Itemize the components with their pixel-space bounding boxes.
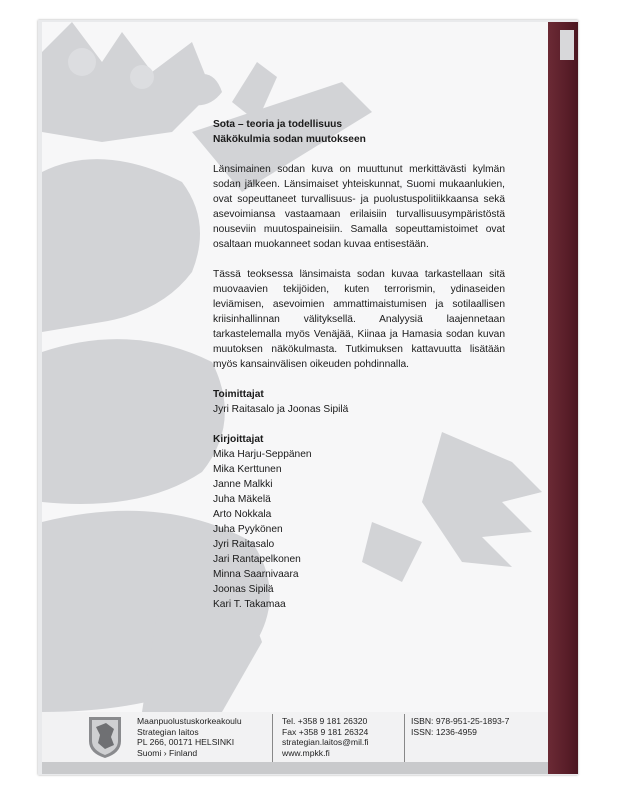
book-subtitle: Näkökulmia sodan muutokseen xyxy=(213,134,366,145)
university-seal-icon xyxy=(86,715,124,759)
blurb-paragraph-2: Tässä teoksessa länsimaista sodan kuvaa tarkastellaan sitä muovaavien tekijöiden, kuten terrorismin, ydinaseiden leviämisen, asevoimien ammattimaistumisen ja sotilaallisen kriisinhallinnan välityksellä. Analyysiä laajennetaan tarkastelemalla myös Venäjää, Kiinaa ja Hamasia sodan kuvan muutoksen näkökulmasta. Tutkimuksen kattavuutta lisätään myös kansainvälisen oikeuden pohdinnalla. xyxy=(213,269,505,370)
book-spine xyxy=(548,22,578,774)
website-url: www.mpkk.fi xyxy=(282,747,330,758)
footer-divider xyxy=(404,714,405,762)
author-name: Juha Mäkelä xyxy=(213,494,271,505)
org-country: Suomi › Finland xyxy=(137,747,198,758)
book-title: Sota – teoria ja todellisuus xyxy=(213,119,343,130)
publication-ids xyxy=(411,716,509,737)
org-department: Strategian laitos xyxy=(137,726,199,737)
author-name: Jyri Raitasalo xyxy=(213,539,275,550)
author-name: Minna Saarnivaara xyxy=(213,569,299,580)
editors-names: Jyri Raitasalo ja Joonas Sipilä xyxy=(213,404,349,415)
back-cover-text xyxy=(213,117,505,612)
author-name: Mika Harju-Seppänen xyxy=(213,449,312,460)
bottom-gray-strip xyxy=(42,762,548,774)
authors-heading: Kirjoittajat xyxy=(213,434,264,445)
author-name: Joonas Sipilä xyxy=(213,584,274,595)
issn: ISSN: 1236-4959 xyxy=(411,726,477,737)
author-name: Mika Kerttunen xyxy=(213,464,282,475)
author-name: Kari T. Takamaa xyxy=(213,599,286,610)
footer-divider xyxy=(272,714,273,762)
org-name: Maanpuolustuskorkeakoulu xyxy=(137,716,242,726)
spine-label-tab xyxy=(560,30,574,60)
org-address xyxy=(137,716,242,758)
author-name: Janne Malkki xyxy=(213,479,273,490)
author-name: Juha Pyykönen xyxy=(213,524,283,535)
org-po-box: PL 266, 00171 HELSINKI xyxy=(137,737,235,747)
phone-number: Tel. +358 9 181 26320 xyxy=(282,716,368,726)
blurb-paragraph-1: Länsimainen sodan kuva on muuttunut merkittävästi kylmän sodan jälkeen. Länsimaiset yhteiskunnat, Suomi mukaanlukien, ovat sopeuttaneet turvallisuus- ja puolustuspolitiikkaansa sekä asevoimiansa vastaamaan erilaisiin turvallisuusympäristöstä nouseviin muutospaineisiin. Samalla sopeuttamistoimet ovat osaltaan muokanneet sodan kuvaa entisestään. xyxy=(213,164,505,250)
author-name: Jari Rantapelkonen xyxy=(213,554,301,565)
author-name: Arto Nokkala xyxy=(213,509,272,520)
isbn: ISBN: 978-951-25-1893-7 xyxy=(411,716,510,726)
editors-heading: Toimittajat xyxy=(213,389,264,400)
org-contact xyxy=(282,716,369,758)
email-address: strategian.laitos@mil.fi xyxy=(282,737,369,747)
fax-number: Fax +358 9 181 26324 xyxy=(282,726,369,737)
